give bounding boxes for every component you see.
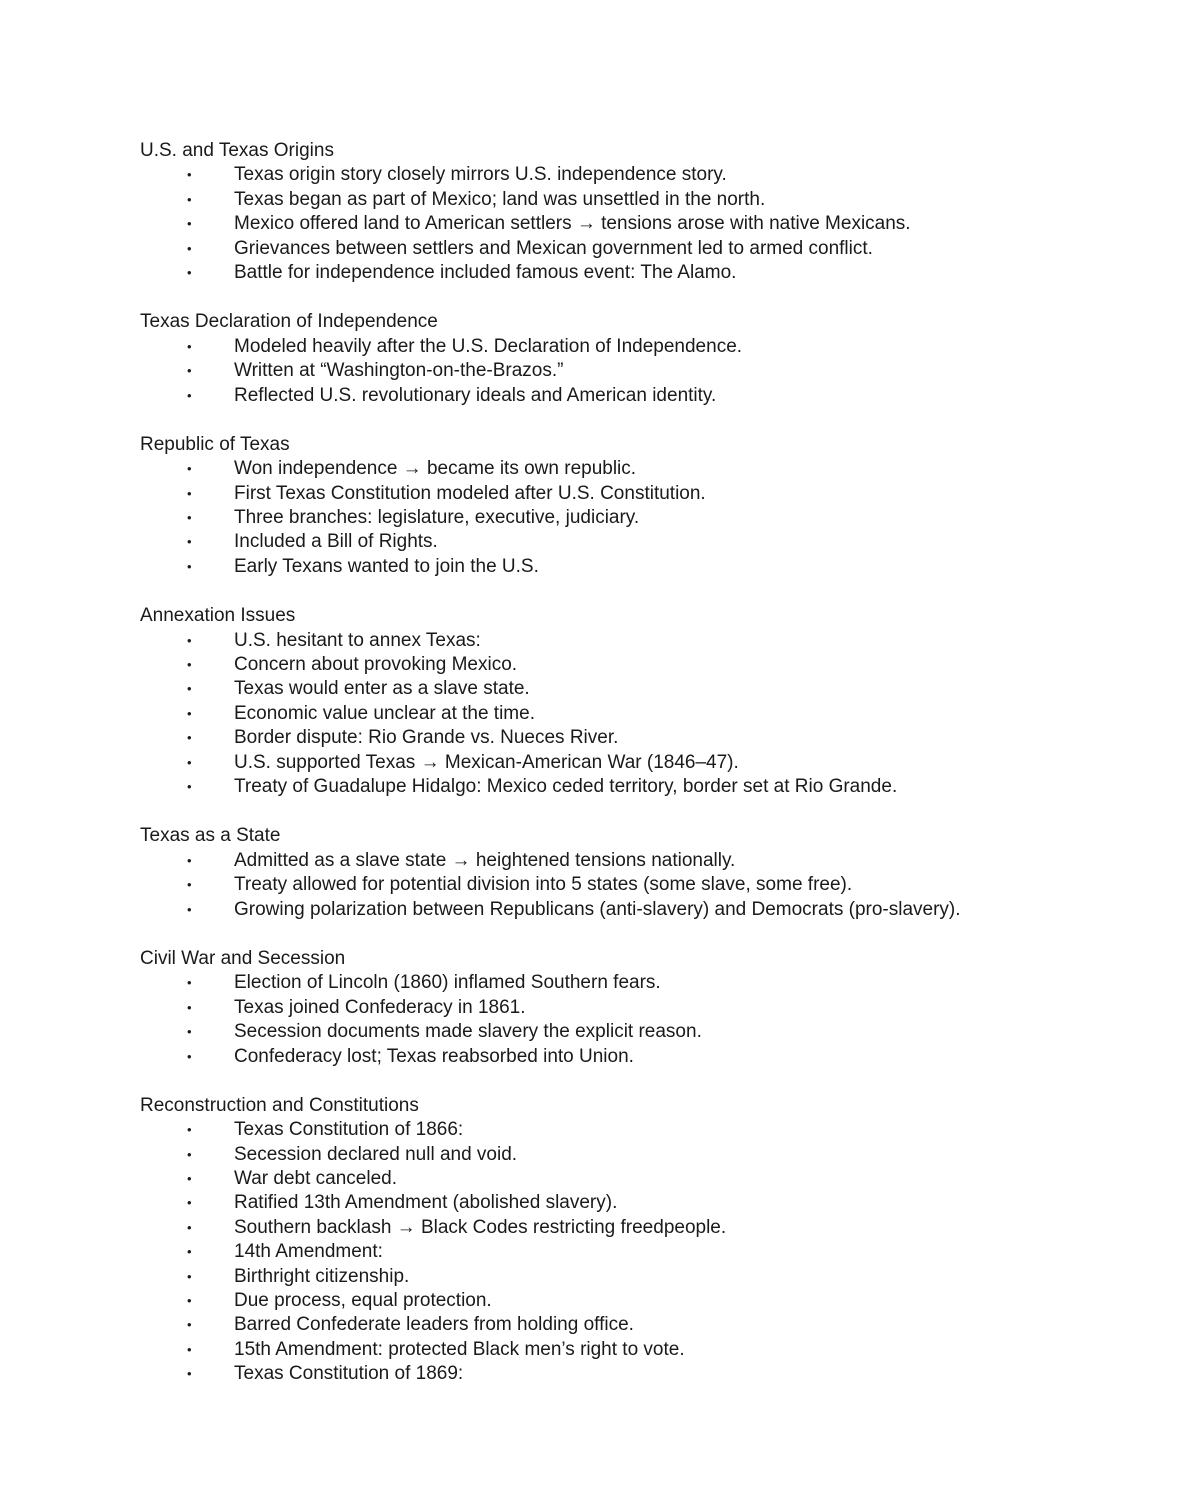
list-item-text: Mexico offered land to American settlers → tensions arose with native Mexicans.	[234, 213, 911, 235]
bullet-icon: •	[187, 681, 192, 697]
bullet-icon: •	[187, 877, 192, 893]
list-item	[140, 726, 1140, 750]
bullet-list	[140, 457, 1140, 579]
list-item	[140, 1338, 1140, 1362]
list-item-text: Texas Constitution of 1869:	[234, 1363, 464, 1385]
list-item-text: Confederacy lost; Texas reabsorbed into Union.	[234, 1045, 634, 1067]
list-item	[140, 457, 1140, 481]
list-item-text: Texas would enter as a slave state.	[234, 678, 530, 700]
section-heading: Republic of Texas	[140, 433, 290, 455]
section-heading: Texas as a State	[140, 825, 281, 847]
list-item	[140, 261, 1140, 285]
list-item	[140, 996, 1140, 1020]
section-heading: Texas Declaration of Independence	[140, 311, 438, 333]
bullet-icon: •	[187, 1268, 192, 1284]
list-item	[140, 212, 1140, 236]
bullet-icon: •	[187, 363, 192, 379]
bullet-icon: •	[187, 1219, 192, 1235]
list-item-text: Grievances between settlers and Mexican government led to armed conflict.	[234, 237, 873, 259]
list-item	[140, 237, 1140, 261]
list-item	[140, 555, 1140, 579]
list-item	[140, 1167, 1140, 1191]
bullet-icon: •	[187, 705, 192, 721]
bullet-icon: •	[187, 534, 192, 550]
section-heading: Reconstruction and Constitutions	[140, 1094, 419, 1116]
list-item	[140, 775, 1140, 799]
list-item	[140, 971, 1140, 995]
bullet-icon: •	[187, 999, 192, 1015]
section	[140, 1094, 1140, 1387]
bullet-icon: •	[187, 191, 192, 207]
section	[140, 604, 1140, 799]
bullet-icon: •	[187, 975, 192, 991]
list-item-text: Secession documents made slavery the explicit reason.	[234, 1021, 702, 1043]
bullet-icon: •	[187, 387, 192, 403]
bullet-icon: •	[187, 657, 192, 673]
bullet-list	[140, 849, 1140, 922]
list-item	[140, 1265, 1140, 1289]
bullet-icon: •	[187, 632, 192, 648]
list-item-text: Reflected U.S. revolutionary ideals and American identity.	[234, 384, 717, 406]
list-item-text: Ratified 13th Amendment (abolished slavery).	[234, 1192, 618, 1214]
section	[140, 139, 1140, 285]
bullet-icon: •	[187, 1122, 192, 1138]
list-item-text: Due process, equal protection.	[234, 1290, 492, 1312]
bullet-icon: •	[187, 240, 192, 256]
bullet-icon: •	[187, 1244, 192, 1260]
list-item	[140, 751, 1140, 775]
list-item	[140, 1020, 1140, 1044]
list-item-text: Included a Bill of Rights.	[234, 531, 438, 553]
list-item	[140, 1045, 1140, 1069]
list-item-text: Texas began as part of Mexico; land was unsettled in the north.	[234, 188, 766, 210]
bullet-icon: •	[187, 510, 192, 526]
bullet-icon: •	[187, 558, 192, 574]
list-item	[140, 163, 1140, 187]
list-item-text: War debt canceled.	[234, 1168, 397, 1190]
list-item	[140, 482, 1140, 506]
list-item	[140, 1240, 1140, 1264]
list-item	[140, 506, 1140, 530]
list-item-text: Texas Constitution of 1866:	[234, 1119, 464, 1141]
list-item-text: Election of Lincoln (1860) inflamed Southern fears.	[234, 972, 661, 994]
list-item	[140, 335, 1140, 359]
list-item-text: Birthright citizenship.	[234, 1265, 410, 1287]
bullet-icon: •	[187, 485, 192, 501]
bullet-icon: •	[187, 778, 192, 794]
list-item-text: Won independence → became its own republic.	[234, 458, 637, 480]
bullet-icon: •	[187, 1024, 192, 1040]
list-item-text: Texas joined Confederacy in 1861.	[234, 996, 526, 1018]
list-item	[140, 1216, 1140, 1240]
list-item	[140, 702, 1140, 726]
list-item-text: Three branches: legislature, executive, judiciary.	[234, 507, 640, 529]
bullet-list	[140, 629, 1140, 800]
bullet-icon: •	[187, 1195, 192, 1211]
list-item	[140, 653, 1140, 677]
list-item-text: Economic value unclear at the time.	[234, 702, 535, 724]
list-item-text: U.S. supported Texas → Mexican-American War (1846–47).	[234, 751, 739, 773]
bullet-icon: •	[187, 167, 192, 183]
list-item-text: Texas origin story closely mirrors U.S. independence story.	[234, 164, 727, 186]
list-item	[140, 1143, 1140, 1167]
bullet-list	[140, 971, 1140, 1069]
section-heading: Annexation Issues	[140, 605, 296, 627]
list-item-text: Treaty of Guadalupe Hidalgo: Mexico ceded territory, border set at Rio Grande.	[234, 775, 898, 797]
bullet-icon: •	[187, 1048, 192, 1064]
bullet-list	[140, 1118, 1140, 1386]
bullet-icon: •	[187, 730, 192, 746]
list-item	[140, 1118, 1140, 1142]
bullet-icon: •	[187, 264, 192, 280]
bullet-icon: •	[187, 1317, 192, 1333]
bullet-icon: •	[187, 1293, 192, 1309]
list-item	[140, 1313, 1140, 1337]
list-item-text: Secession declared null and void.	[234, 1143, 518, 1165]
list-item	[140, 1289, 1140, 1313]
list-item-text: 15th Amendment: protected Black men’s right to vote.	[234, 1338, 685, 1360]
list-item	[140, 849, 1140, 873]
list-item-text: Barred Confederate leaders from holding office.	[234, 1314, 634, 1336]
list-item-text: Southern backlash → Black Codes restricting freedpeople.	[234, 1216, 727, 1238]
list-item-text: Treaty allowed for potential division into 5 states (some slave, some free).	[234, 874, 853, 896]
list-item-text: 14th Amendment:	[234, 1241, 383, 1263]
list-item	[140, 677, 1140, 701]
bullet-icon: •	[187, 461, 192, 477]
list-item-text: Written at “Washington-on-the-Brazos.”	[234, 360, 564, 382]
list-item	[140, 629, 1140, 653]
list-item-text: Border dispute: Rio Grande vs. Nueces River.	[234, 727, 619, 749]
bullet-icon: •	[187, 1171, 192, 1187]
section	[140, 433, 1140, 579]
list-item	[140, 359, 1140, 383]
list-item	[140, 530, 1140, 554]
list-item	[140, 1191, 1140, 1215]
list-item-text: Battle for independence included famous event: The Alamo.	[234, 261, 737, 283]
list-item	[140, 188, 1140, 212]
bullet-icon: •	[187, 338, 192, 354]
list-item-text: Admitted as a slave state → heightened tensions nationally.	[234, 849, 736, 871]
bullet-icon: •	[187, 1146, 192, 1162]
section	[140, 310, 1140, 408]
list-item-text: Growing polarization between Republicans (anti-slavery) and Democrats (pro-slavery).	[234, 898, 961, 920]
document-body	[140, 139, 1140, 1412]
list-item-text: First Texas Constitution modeled after U.S. Constitution.	[234, 482, 706, 504]
bullet-list	[140, 163, 1140, 285]
section-heading: Civil War and Secession	[140, 947, 346, 969]
list-item-text: Modeled heavily after the U.S. Declaration of Independence.	[234, 335, 743, 357]
section-heading: U.S. and Texas Origins	[140, 140, 334, 161]
list-item-text: U.S. hesitant to annex Texas:	[234, 629, 481, 651]
bullet-icon: •	[187, 216, 192, 232]
bullet-icon: •	[187, 1341, 192, 1357]
list-item-text: Concern about provoking Mexico.	[234, 654, 518, 676]
list-item-text: Early Texans wanted to join the U.S.	[234, 555, 539, 577]
section	[140, 824, 1140, 922]
bullet-icon: •	[187, 1366, 192, 1382]
list-item	[140, 898, 1140, 922]
section	[140, 947, 1140, 1069]
bullet-icon: •	[187, 901, 192, 917]
list-item	[140, 384, 1140, 408]
bullet-icon: •	[187, 852, 192, 868]
bullet-list	[140, 335, 1140, 408]
list-item	[140, 1362, 1140, 1386]
list-item	[140, 873, 1140, 897]
bullet-icon: •	[187, 754, 192, 770]
